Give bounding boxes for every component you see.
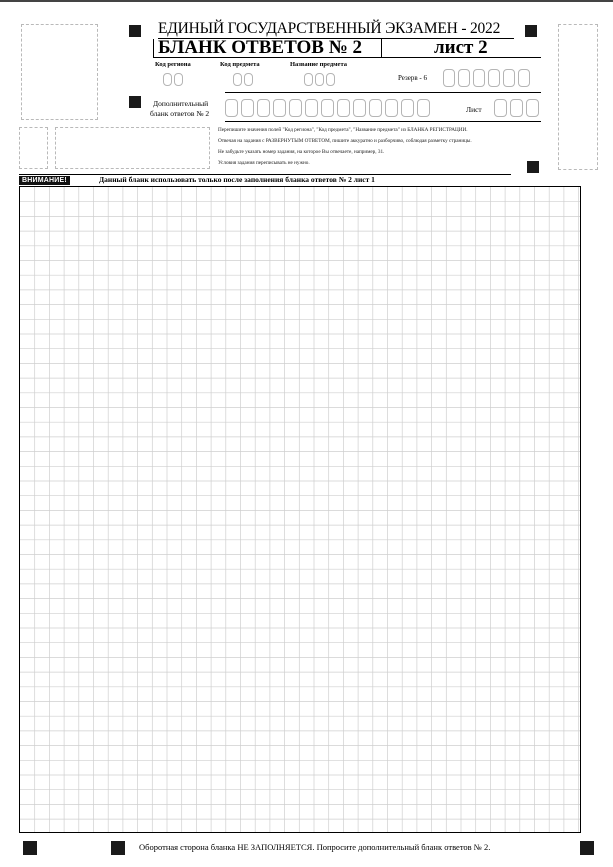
additional-form-cell[interactable] (385, 99, 398, 117)
additional-form-cell[interactable] (305, 99, 318, 117)
additional-form-cell[interactable] (257, 99, 270, 117)
attention-badge: ВНИМАНИЕ! (19, 176, 70, 185)
anchor-square-mid-left (129, 96, 141, 108)
additional-form-cell[interactable] (401, 99, 414, 117)
reserve-cell[interactable] (518, 69, 530, 87)
sheet-number: лист 2 (434, 37, 488, 58)
anchor-square-bottom-right (580, 841, 594, 855)
sheet-number-cell[interactable] (510, 99, 523, 117)
additional-form-label-line1: Дополнительный (153, 99, 209, 108)
sheet-number-field[interactable] (494, 99, 539, 117)
subject-name-cell[interactable] (326, 73, 335, 86)
additional-form-label-line2: бланк ответов № 2 (150, 109, 210, 118)
reserve-cell[interactable] (473, 69, 485, 87)
anchor-square-bottom-mid (111, 841, 125, 855)
sheet-field-underline (225, 121, 541, 122)
left-barcode-area (21, 24, 98, 120)
additional-form-cell[interactable] (289, 99, 302, 117)
subject-name-cell[interactable] (304, 73, 313, 86)
instruction-line: Отвечая на задания с РАЗВЕРНУТЫМ ОТВЕТОМ, пишите аккуратно и разборчиво, соблюдая разметку страницы. (218, 138, 472, 144)
anchor-square-bottom-left (23, 841, 37, 855)
right-margin-box (558, 24, 598, 170)
additional-form-number-field[interactable] (225, 99, 430, 117)
reserve-label: Резерв - 6 (398, 74, 428, 82)
region-code-cell[interactable] (163, 73, 172, 86)
subject-code-field[interactable] (233, 73, 253, 86)
subject-name-label: Название предмета (290, 61, 347, 68)
additional-form-cell[interactable] (369, 99, 382, 117)
subject-code-cell[interactable] (233, 73, 242, 86)
anchor-square-top-left (129, 25, 141, 37)
additional-form-cell[interactable] (225, 99, 238, 117)
reserve-cell[interactable] (503, 69, 515, 87)
footer-note: Оборотная сторона бланка НЕ ЗАПОЛНЯЕТСЯ. Попросите дополнительный бланк ответов № 2. (139, 842, 491, 852)
instructions (218, 125, 548, 169)
subject-name-cell[interactable] (315, 73, 324, 86)
reserve-underline (225, 92, 541, 93)
region-code-label: Код региона (155, 61, 191, 68)
additional-form-cell[interactable] (337, 99, 350, 117)
additional-form-cell[interactable] (353, 99, 366, 117)
answer-grid-lines (20, 187, 580, 832)
answer-grid[interactable] (19, 186, 581, 833)
form-title: БЛАНК ОТВЕТОВ № 2 (158, 37, 363, 58)
sheet-number-cell[interactable] (494, 99, 507, 117)
subject-code-cell[interactable] (244, 73, 253, 86)
additional-form-cell[interactable] (321, 99, 334, 117)
title-divider (381, 39, 382, 58)
subject-name-field[interactable] (304, 73, 335, 86)
reserve-cell[interactable] (458, 69, 470, 87)
additional-form-cell[interactable] (417, 99, 430, 117)
additional-form-cell[interactable] (273, 99, 286, 117)
left-small-box (19, 127, 48, 169)
instruction-line: Условия задания переписывать не нужно. (218, 160, 310, 166)
left-wide-box (55, 127, 210, 169)
sheet-field-label: Лист (466, 105, 482, 114)
reserve-cell[interactable] (488, 69, 500, 87)
exam-title: ЕДИНЫЙ ГОСУДАРСТВЕННЫЙ ЭКЗАМЕН - 2022 (158, 20, 514, 39)
instruction-line: Перепишите значения полей "Код региона", "Код предмета", "Название предмета" из БЛАНКА РЕГИСТРАЦИИ. (218, 127, 468, 133)
sheet-number-cell[interactable] (526, 99, 539, 117)
anchor-square-top-right (525, 25, 537, 37)
subject-code-label: Код предмета (220, 61, 260, 68)
attention-text: Данный бланк использовать только после заполнения бланка ответов № 2 лист 1 (99, 175, 375, 184)
reserve-field[interactable] (443, 69, 530, 87)
region-code-field[interactable] (163, 73, 183, 86)
region-code-cell[interactable] (174, 73, 183, 86)
additional-form-cell[interactable] (241, 99, 254, 117)
top-border (0, 0, 613, 2)
instruction-line: Не забудьте указать номер задания, на которое Вы отвечаете, например, 31. (218, 149, 385, 155)
reserve-cell[interactable] (443, 69, 455, 87)
